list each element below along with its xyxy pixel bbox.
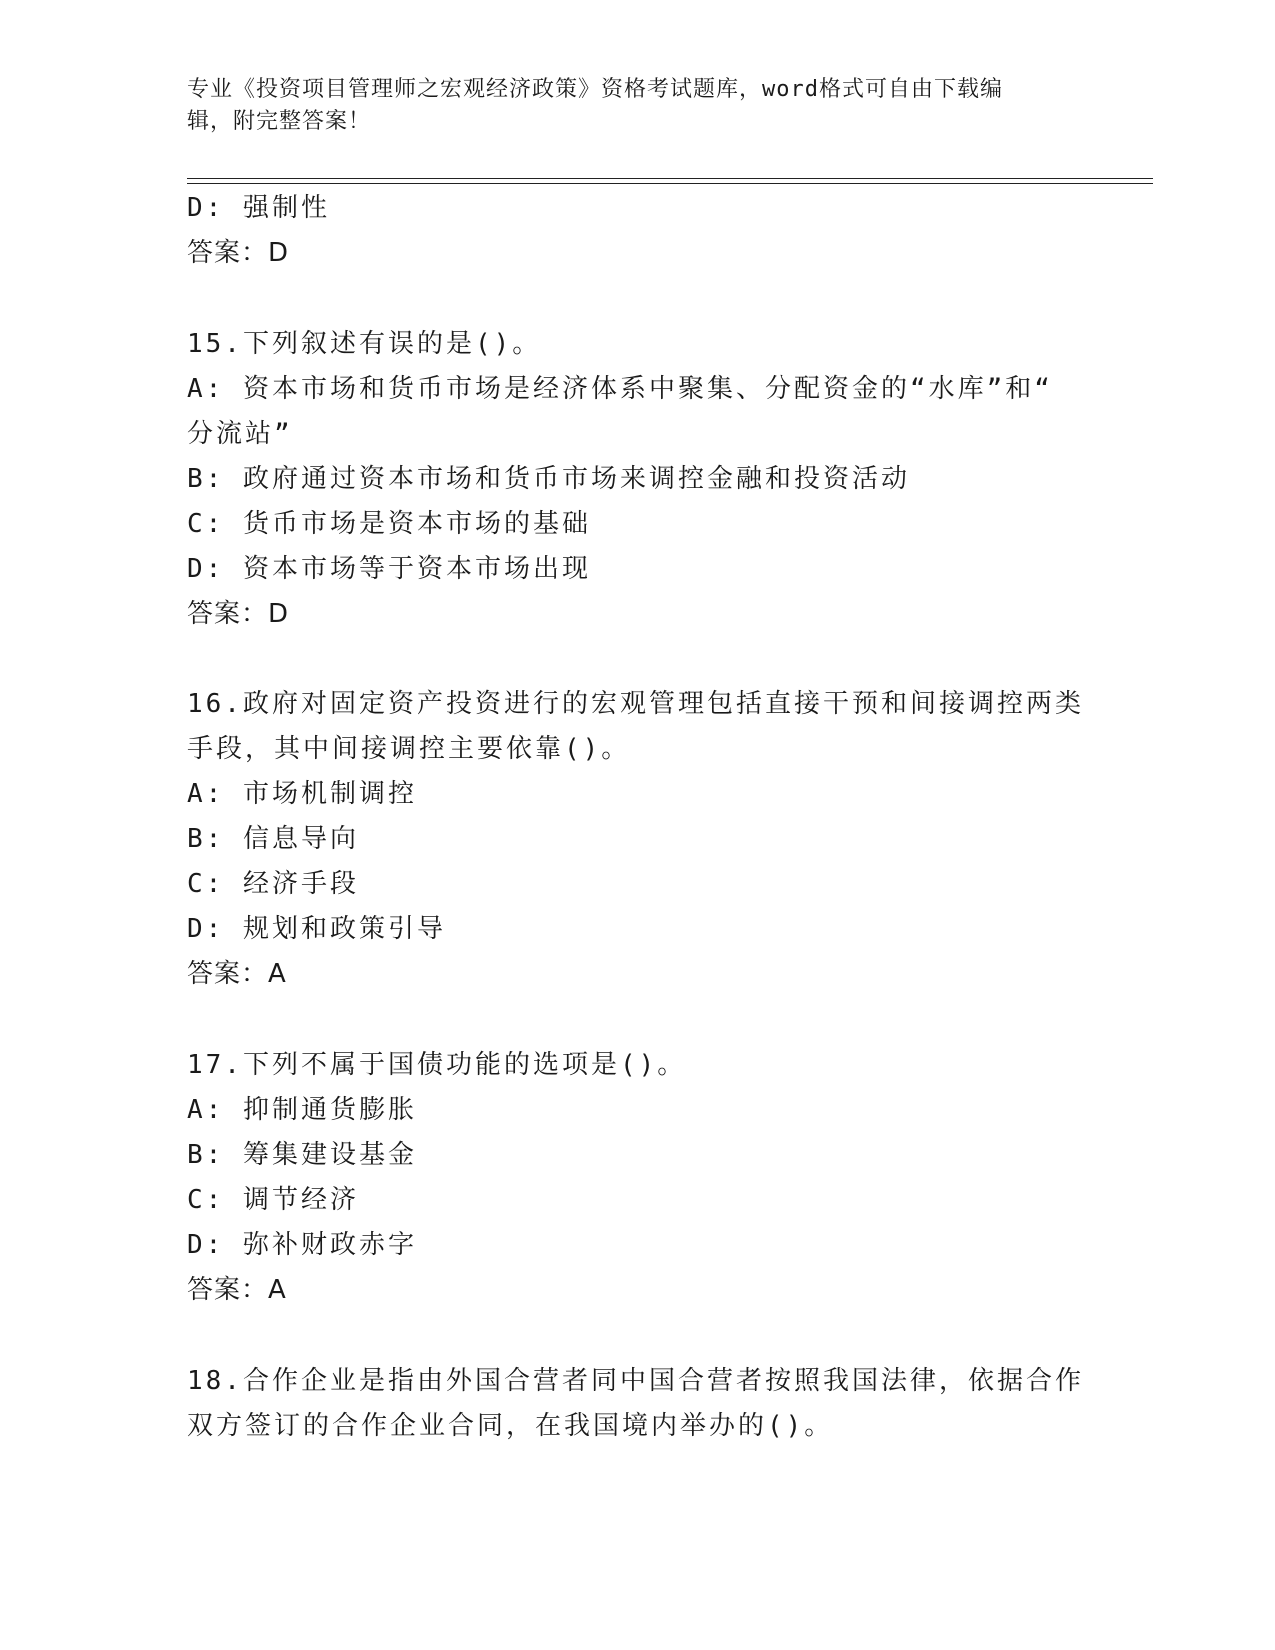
q17-stem: 17.下列不属于国债功能的选项是()。 bbox=[187, 1050, 687, 1080]
q18-stem-line-1: 18.合作企业是指由外国合营者同中国合营者按照我国法律，依据合作 bbox=[187, 1366, 1084, 1396]
q17-option-d: D: 弥补财政赤字 bbox=[187, 1230, 417, 1260]
q15-option-b: B: 政府通过资本市场和货币市场来调控金融和投资活动 bbox=[187, 464, 910, 494]
header-line-2: 辑，附完整答案！ bbox=[187, 109, 372, 134]
q16-option-a: A: 市场机制调控 bbox=[187, 779, 417, 809]
q15-option-d: D: 资本市场等于资本市场出现 bbox=[187, 554, 591, 584]
q16-option-d: D: 规划和政策引导 bbox=[187, 914, 446, 944]
q17-option-c: C: 调节经济 bbox=[187, 1185, 359, 1215]
header-line-1: 专业《投资项目管理师之宏观经济政策》资格考试题库，word格式可自由下载编 bbox=[187, 77, 1003, 102]
q15-option-c: C: 货币市场是资本市场的基础 bbox=[187, 509, 591, 539]
document-header bbox=[187, 74, 1067, 138]
q14-answer: 答案：D bbox=[187, 238, 290, 268]
q16-stem-line-1: 16.政府对固定资产投资进行的宏观管理包括直接干预和间接调控两类 bbox=[187, 689, 1084, 719]
q16-option-c: C: 经济手段 bbox=[187, 869, 359, 899]
q16-stem-line-2: 手段，其中间接调控主要依靠()。 bbox=[187, 734, 631, 764]
q15-answer: 答案：D bbox=[187, 599, 290, 629]
q17-option-a: A: 抑制通货膨胀 bbox=[187, 1095, 417, 1125]
q15-stem: 15.下列叙述有误的是()。 bbox=[187, 329, 542, 359]
header-divider-top bbox=[187, 178, 1153, 179]
q16-option-b: B: 信息导向 bbox=[187, 824, 359, 854]
q17-answer: 答案：A bbox=[187, 1275, 287, 1305]
q14-option-d: D: 强制性 bbox=[187, 193, 330, 223]
q15-option-a-line-1: A: 资本市场和货币市场是经济体系中聚集、分配资金的“水库”和“ bbox=[187, 374, 1053, 404]
q15-option-a-line-2: 分流站” bbox=[187, 419, 293, 449]
q16-answer: 答案：A bbox=[187, 959, 287, 989]
header-divider-bottom bbox=[187, 183, 1153, 184]
q18-stem-line-2: 双方签订的合作企业合同，在我国境内举办的()。 bbox=[187, 1411, 834, 1441]
q17-option-b: B: 筹集建设基金 bbox=[187, 1140, 417, 1170]
